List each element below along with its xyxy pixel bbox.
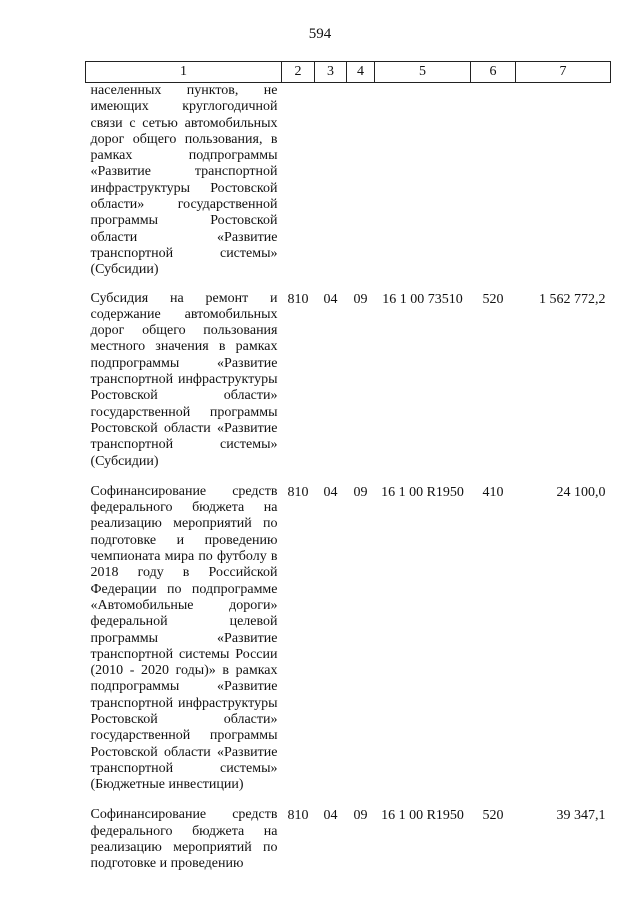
row-description: населенных пунктов, не имеющих круглогодичной связи с сетью автомобильных дорог общего пользования, в рамках подпрограммы «Развитие транспортной инфраструктуры Ростовской области» государственной программы Ростовской области «Развитие транспортной системы» (Субсидии) <box>90 83 278 278</box>
row-description: Субсидия на ремонт и содержание автомобильных дорог общего пользования местного значения в рамках подпрограммы «Развитие транспортной инфраструктуры Ростовской области» государственной программы Ростовской области «Развитие транспортной системы» (Субсидии) <box>90 290 278 469</box>
table-row <box>86 291 611 484</box>
cell-section: 04 <box>323 484 338 500</box>
table-header-row <box>86 62 611 83</box>
cell-section: 04 <box>323 808 338 824</box>
table-row <box>86 83 611 291</box>
cell-subsection: 09 <box>353 484 368 500</box>
cell-section: 04 <box>323 291 338 307</box>
cell-code: 810 <box>287 808 309 824</box>
cell-subsection: 09 <box>353 808 368 824</box>
column-header: 7 <box>516 62 611 83</box>
cell-expense-type: 520 <box>482 808 504 824</box>
cell-section <box>315 83 347 291</box>
cell-target-article <box>375 83 471 291</box>
table-row <box>86 807 611 886</box>
page-number: 594 <box>308 26 332 42</box>
column-header: 6 <box>471 62 516 83</box>
cell-expense-type: 520 <box>482 291 504 307</box>
table-row <box>86 484 611 808</box>
cell-target-article: 16 1 00 R1950 <box>381 484 464 500</box>
cell-code: 810 <box>287 291 309 307</box>
cell-amount: 39 347,1 <box>556 808 606 824</box>
cell-expense-type <box>471 83 516 291</box>
column-header: 2 <box>282 62 315 83</box>
column-header: 4 <box>347 62 375 83</box>
cell-amount: 1 562 772,2 <box>539 291 606 307</box>
cell-subsection: 09 <box>353 291 368 307</box>
cell-code: 810 <box>287 484 309 500</box>
cell-target-article: 16 1 00 73510 <box>382 291 463 307</box>
column-header: 3 <box>315 62 347 83</box>
budget-table <box>85 61 611 887</box>
column-header: 5 <box>375 62 471 83</box>
cell-code <box>282 83 315 291</box>
cell-expense-type: 410 <box>482 484 504 500</box>
column-header: 1 <box>86 62 282 83</box>
row-description: Софинансирование средств федерального бюджета на реализацию мероприятий по подготовке и проведению <box>90 807 278 872</box>
cell-amount: 24 100,0 <box>556 484 606 500</box>
cell-amount <box>516 83 611 291</box>
row-description: Софинансирование средств федерального бюджета на реализацию мероприятий по подготовке и проведению чемпионата мира по футболу в 2018 году в Российской Федерации по подпрограмме «Автомобильные дороги» федеральной целевой программы «Развитие транспортной системы России (2010 - 2020 годы)» в рамках подпрограммы «Развитие транспортной инфраструктуры Ростовской области» государственной программы Ростовской области «Развитие транспортной системы» (Бюджетные инвестиции) <box>90 483 278 793</box>
cell-target-article: 16 1 00 R1950 <box>381 808 464 824</box>
cell-subsection <box>347 83 375 291</box>
